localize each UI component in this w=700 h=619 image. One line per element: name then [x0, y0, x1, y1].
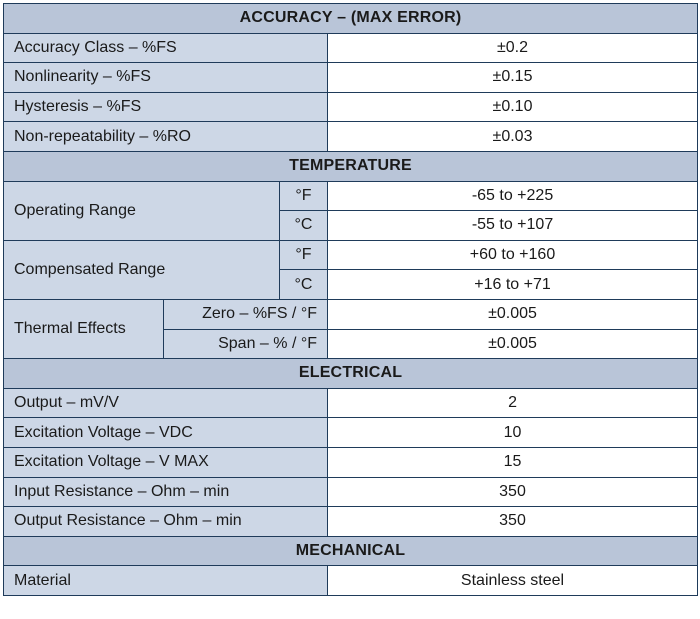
row-label: Nonlinearity – %FS — [4, 63, 328, 93]
section-title: ACCURACY – (MAX ERROR) — [4, 4, 698, 34]
section-header-mechanical — [4, 536, 698, 566]
table-row — [4, 299, 698, 329]
row-label: Material — [4, 566, 328, 596]
table-row — [4, 447, 698, 477]
span-label: Span – % / °F — [164, 329, 328, 359]
unit-fahrenheit: °F — [280, 181, 328, 211]
section-title: ELECTRICAL — [4, 359, 698, 389]
thermal-effects-label: Thermal Effects — [4, 299, 164, 358]
table-row — [4, 240, 698, 270]
row-value: ±0.10 — [328, 92, 698, 122]
table-row — [4, 507, 698, 537]
row-value: +16 to +71 — [328, 270, 698, 300]
row-value: ±0.005 — [328, 299, 698, 329]
row-value: 10 — [328, 418, 698, 448]
table-row — [4, 92, 698, 122]
row-value: 15 — [328, 447, 698, 477]
section-title: TEMPERATURE — [4, 151, 698, 181]
row-value: +60 to +160 — [328, 240, 698, 270]
table-row — [4, 418, 698, 448]
row-label: Excitation Voltage – V MAX — [4, 447, 328, 477]
row-value: ±0.005 — [328, 329, 698, 359]
row-value: ±0.2 — [328, 33, 698, 63]
unit-celsius: °C — [280, 211, 328, 241]
section-header-accuracy — [4, 4, 698, 34]
row-label: Excitation Voltage – VDC — [4, 418, 328, 448]
row-label: Output – mV/V — [4, 388, 328, 418]
unit-celsius: °C — [280, 270, 328, 300]
row-label: Non-repeatability – %RO — [4, 122, 328, 152]
table-row — [4, 63, 698, 93]
row-label: Hysteresis – %FS — [4, 92, 328, 122]
table-row — [4, 477, 698, 507]
compensated-range-label: Compensated Range — [4, 240, 280, 299]
table-row — [4, 122, 698, 152]
row-value: -65 to +225 — [328, 181, 698, 211]
specifications-table — [3, 3, 698, 596]
row-value: -55 to +107 — [328, 211, 698, 241]
row-label: Input Resistance – Ohm – min — [4, 477, 328, 507]
row-value: 2 — [328, 388, 698, 418]
operating-range-label: Operating Range — [4, 181, 280, 240]
table-row — [4, 388, 698, 418]
row-label: Accuracy Class – %FS — [4, 33, 328, 63]
row-value: Stainless steel — [328, 566, 698, 596]
row-value: 350 — [328, 507, 698, 537]
row-value: 350 — [328, 477, 698, 507]
section-title: MECHANICAL — [4, 536, 698, 566]
row-value: ±0.03 — [328, 122, 698, 152]
unit-fahrenheit: °F — [280, 240, 328, 270]
section-header-electrical — [4, 359, 698, 389]
table-row — [4, 33, 698, 63]
row-label: Output Resistance – Ohm – min — [4, 507, 328, 537]
zero-label: Zero – %FS / °F — [164, 299, 328, 329]
row-value: ±0.15 — [328, 63, 698, 93]
table-row — [4, 566, 698, 596]
section-header-temperature — [4, 151, 698, 181]
table-row — [4, 181, 698, 211]
